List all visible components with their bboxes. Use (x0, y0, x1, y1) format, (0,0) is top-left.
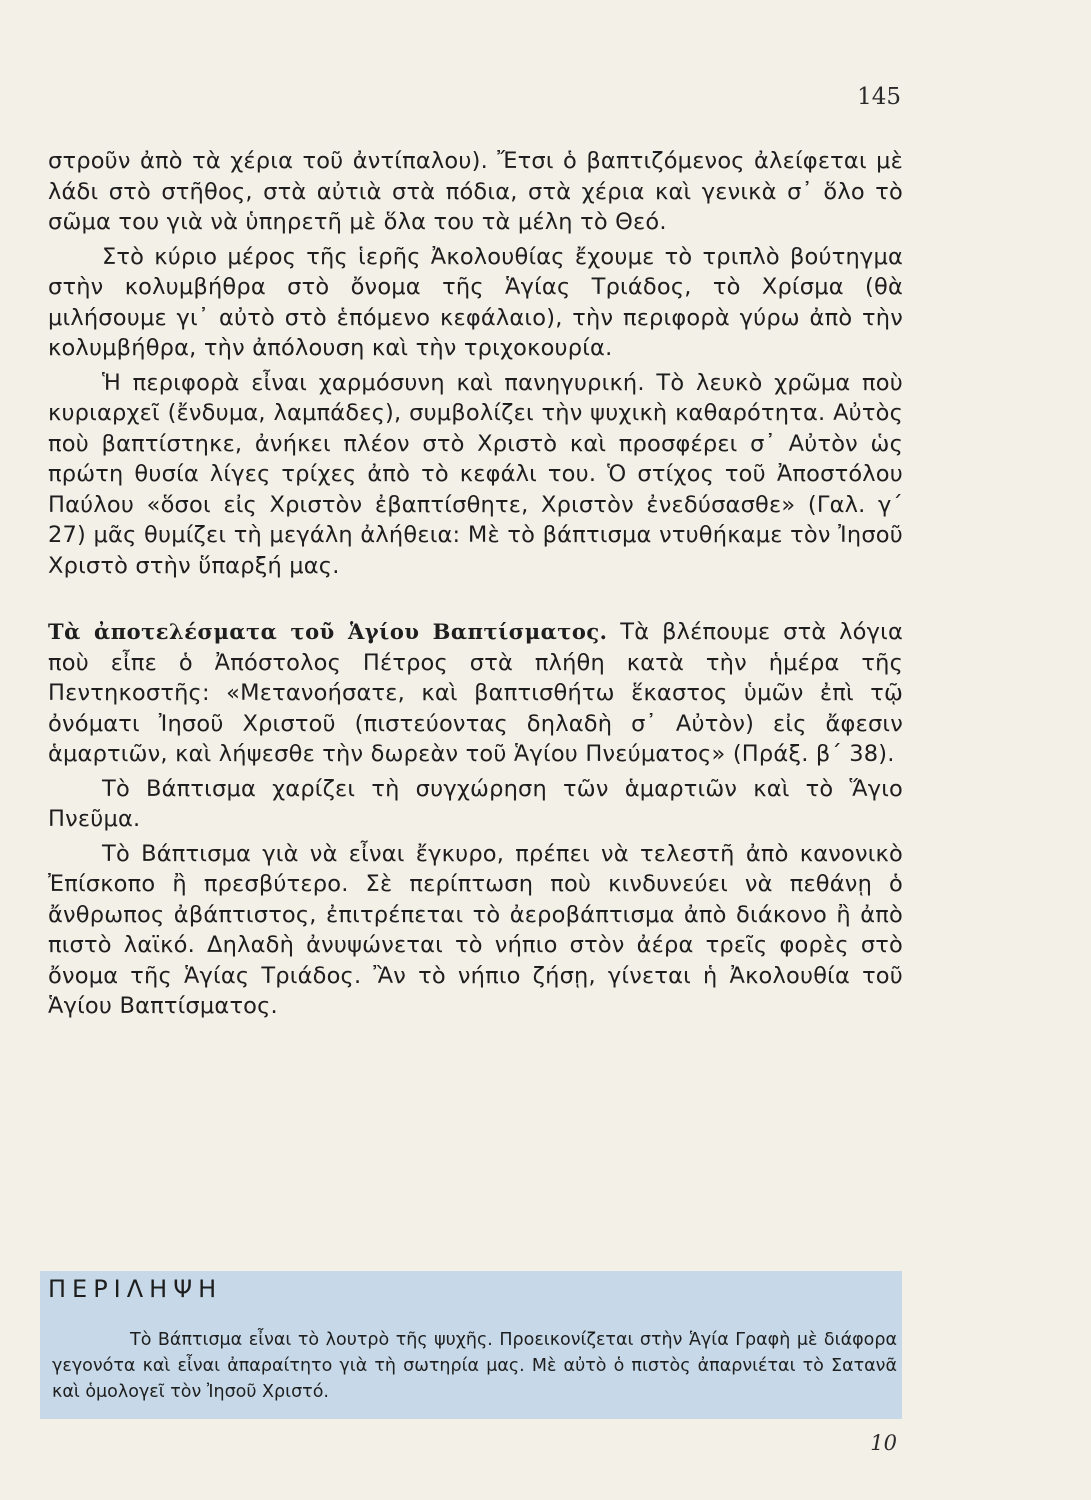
chapter-number: 10 (870, 1431, 897, 1455)
section-text: Τὰ βλέπουμε στὰ λόγια ποὺ εἶπε ὁ Ἀπόστολος Πέτρος στὰ πλήθη κατὰ τὴν ἡμέρα τῆς Πεντηκοστῆς: «Μετανοήσατε, καὶ βαπτισθήτω ἕκαστος ὑμῶν ἐπὶ τῷ ὀνόματι Ἰησοῦ Χριστοῦ (πιστεύοντας δηλαδὴ σ᾽ Αὐτὸν) εἰς ἄφεσιν ἁμαρτιῶν, καὶ λήψεσθε τὴν δωρεὰν τοῦ Ἁγίου Πνεύματος» (Πράξ. β΄ 38). (48, 619, 904, 767)
page-number: 145 (857, 84, 901, 110)
section-title: Τὰ ἀποτελέσματα τοῦ Ἁγίου Βαπτίσματος. (48, 619, 608, 644)
summary-text: Τὸ Βάπτισμα εἶναι τὸ λουτρὸ τῆς ψυχῆς. Προεικονίζεται στὴν Ἁγία Γραφὴ μὲ διάφορα γεγονότα καὶ εἶναι ἀπαραίτητο γιὰ τὴ σωτηρία μας. Μὲ αὐτὸ ὁ πιστὸς ἀπαρνιέται τὸ Σατανᾶ καὶ ὁμολογεῖ τὸν Ἰησοῦ Χριστό. (52, 1330, 897, 1402)
main-text (48, 146, 903, 1026)
paragraph-2: Στὸ κύριο μέρος τῆς ἱερῆς Ἀκολουθίας ἔχουμε τὸ τριπλὸ βούτηγμα στὴν κολυμβήθρα στὸ ὄνομα τῆς Ἁγίας Τριάδος, τὸ Χρίσμα (θὰ μιλήσουμε γι᾽ αὐτὸ στὸ ἑπόμενο κεφάλαιο), τὴν περιφορὰ γύρω ἀπὸ τὴν κολυμβήθρα, τὴν ἀπόλουση καὶ τὴν τριχοκουρία. (48, 243, 903, 361)
summary-heading: ΠΕΡΙΛΗΨΗ (48, 1275, 223, 1303)
paragraph-6: Τὸ Βάπτισμα γιὰ νὰ εἶναι ἔγκυρο, πρέπει νὰ τελεστῆ ἀπὸ κανονικὸ Ἐπίσκοπο ἢ πρεσβύτερο. Σὲ περίπτωση ποὺ κινδυνεύει νὰ πεθάνῃ ὁ ἄνθρωπος ἀβάπτιστος, ἐπιτρέπεται τὸ ἀεροβάπτισμα ἀπὸ διάκονο ἢ ἀπὸ πιστὸ λαϊκό. Δηλαδὴ ἀνυψώνεται τὸ νήπιο στὸν ἀέρα τρεῖς φορὲς στὸ ὄνομα τῆς Ἁγίας Τριάδος. Ἂν τὸ νήπιο ζήσῃ, γίνεται ἡ Ἀκολουθία τοῦ Ἁγίου Βαπτίσματος. (48, 840, 903, 1019)
section-paragraph (48, 617, 903, 770)
paragraph-5: Τὸ Βάπτισμα χαρίζει τὴ συγχώρηση τῶν ἁμαρτιῶν καὶ τὸ Ἅγιο Πνεῦμα. (48, 775, 903, 832)
summary-text-block (52, 1327, 897, 1405)
paragraph-3: Ἡ περιφορὰ εἶναι χαρμόσυνη καὶ πανηγυρική. Τὸ λευκὸ χρῶμα ποὺ κυριαρχεῖ (ἔνδυμα, λαμπάδες), συμβολίζει τὴν ψυχικὴ καθαρότητα. Αὐτὸς ποὺ βαπτίστηκε, ἀνήκει πλέον στὸ Χριστὸ καὶ προσφέρει σ᾽ Αὐτὸν ὡς πρώτη θυσία λίγες τρίχες ἀπὸ τὸ κεφάλι του. Ὁ στίχος τοῦ Ἀποστόλου Παύλου «ὅσοι εἰς Χριστὸν ἐβαπτίσθητε, Χριστὸν ἐνεδύσασθε» (Γαλ. γ΄ 27) μᾶς θυμίζει τὴ μεγάλη ἀλήθεια: Μὲ τὸ βάπτισμα ντυθήκαμε τὸν Ἰησοῦ Χριστὸ στὴν ὕπαρξή μας. (48, 369, 903, 579)
summary-box (40, 1271, 902, 1419)
paragraph-1: στροῦν ἀπὸ τὰ χέρια τοῦ ἀντίπαλου). Ἔτσι ὁ βαπτιζόμενος ἀλείφεται μὲ λάδι στὸ στῆθος, στὰ αὐτιὰ στὰ πόδια, στὰ χέρια καὶ γενικὰ σ᾽ ὅλο τὸ σῶμα του γιὰ νὰ ὑπηρετῆ μὲ ὅλα του τὰ μέλη τὸ Θεό. (48, 148, 903, 235)
